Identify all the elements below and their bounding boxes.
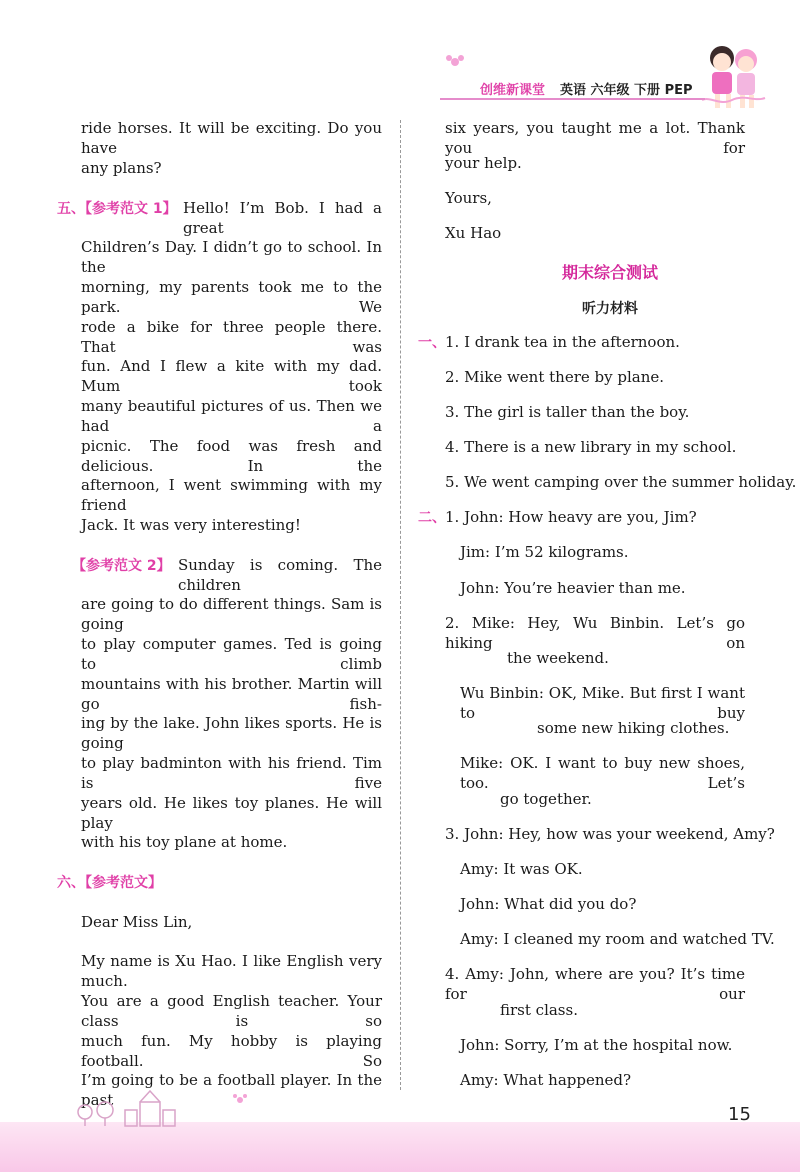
section-6-heading <box>57 872 162 893</box>
dialogue-line: John: What did you do? <box>460 895 637 913</box>
text-line: 3. The girl is taller than the boy. <box>445 403 690 421</box>
sample-tag: 【参考范文 2】 <box>72 558 171 574</box>
text-line: ride horses. It will be exciting. Do you have <box>81 119 382 157</box>
dialogue-line: some new hiking clothes. <box>537 719 730 737</box>
dialogue-line: Jim: I’m 52 kilograms. <box>460 543 629 561</box>
header-rule <box>440 98 705 100</box>
text-line: with his toy plane at home. <box>81 833 288 851</box>
text-line: You are a good English teacher. Your class is so <box>81 992 382 1030</box>
dialogue-line: Amy: I cleaned my room and watched TV. <box>460 930 775 948</box>
sample-tag: 【参考范文】 <box>85 875 162 891</box>
text-line: your help. <box>445 154 522 172</box>
section-marker: 二、 <box>418 510 446 526</box>
sample-tag: 【参考范文 1】 <box>85 201 177 217</box>
text-line: Sunday is coming. The children <box>178 556 382 594</box>
text-line: many beautiful pictures of us. Then we had a <box>81 397 382 435</box>
text-line: 5. We went camping over the summer holiday. <box>445 473 797 491</box>
section-marker: 一、 <box>418 335 446 351</box>
header-brand: 创维新课堂 <box>480 83 546 98</box>
text-line: mountains with his brother. Martin will go fish- <box>81 675 382 713</box>
section-5-sample-2 <box>72 555 382 594</box>
section-title: 期末综合测试 <box>561 263 658 282</box>
section-subtitle: 听力材料 <box>582 301 638 317</box>
flower-icon <box>446 55 464 66</box>
page-number: 15 <box>728 1104 751 1125</box>
dialogue-line: Wu Binbin: OK, Mike. But first I want to buy <box>460 684 745 722</box>
text-line: 4. There is a new library in my school. <box>445 438 737 456</box>
letter-closing: Yours, <box>445 189 492 207</box>
text-line: years old. He likes toy planes. He will play <box>81 794 382 832</box>
flower-icon <box>233 1094 247 1103</box>
dialogue-line: 2. Mike: Hey, Wu Binbin. Let’s go hiking on <box>445 614 745 652</box>
text-line: Jack. It was very interesting! <box>81 516 301 534</box>
dialogue-line: Mike: OK. I want to buy new shoes, too. Let’s <box>460 754 745 792</box>
dialogue-line: 4. Amy: John, where are you? It’s time for our <box>445 965 745 1003</box>
dialogue-line: Amy: It was OK. <box>460 860 583 878</box>
text-line: rode a bike for three people there. That was <box>81 318 382 356</box>
dialogue-line: 1. John: How heavy are you, Jim? <box>445 508 697 526</box>
dialogue-line: the weekend. <box>507 649 609 667</box>
text-line: Children’s Day. I didn’t go to school. In the <box>81 238 382 276</box>
text-line: Hello! I’m Bob. I had a great <box>183 199 382 237</box>
footer-decoration <box>70 1088 270 1128</box>
text-line: ing by the lake. John likes sports. He is going <box>81 714 382 752</box>
letter-greeting: Dear Miss Lin, <box>81 913 193 931</box>
section-marker: 六、 <box>57 875 85 891</box>
dialogue-line: first class. <box>500 1001 578 1019</box>
header-book-info: 英语 六年级 下册 PEP <box>560 83 693 98</box>
text-line: 1. I drank tea in the afternoon. <box>445 333 680 351</box>
text-line: afternoon, I went swimming with my friend <box>81 476 382 514</box>
dialogue-line: Amy: What happened? <box>460 1071 632 1089</box>
dialogue-line: John: You’re heavier than me. <box>460 579 686 597</box>
text-line: fun. And I flew a kite with my dad. Mum took <box>81 357 382 395</box>
section-5-sample-1 <box>57 198 382 237</box>
text-line: 2. Mike went there by plane. <box>445 368 665 386</box>
tree-icon <box>78 1102 113 1126</box>
text-line: to play badminton with his friend. Tim is five <box>81 754 382 792</box>
text-line: much fun. My hobby is playing football. So <box>81 1032 382 1070</box>
castle-icon <box>125 1091 175 1126</box>
dialogue-line: go together. <box>500 790 592 808</box>
text-line: picnic. The food was fresh and delicious. In the <box>81 437 382 475</box>
dialogue-line: 3. John: Hey, how was your weekend, Amy? <box>445 825 775 843</box>
letter-signature: Xu Hao <box>445 224 502 242</box>
text-line: are going to do different things. Sam is going <box>81 595 382 633</box>
text-line: any plans? <box>81 159 162 177</box>
text-line: six years, you taught me a lot. Thank you for <box>445 119 745 157</box>
text-line: morning, my parents took me to the park. We <box>81 278 382 316</box>
text-line: to play computer games. Ted is going to climb <box>81 635 382 673</box>
text-line: I’m going to be a football player. In the past <box>81 1071 382 1109</box>
dialogue-line: John: Sorry, I’m at the hospital now. <box>460 1036 733 1054</box>
footer-band <box>0 1122 800 1172</box>
section-marker: 五、 <box>57 201 85 217</box>
column-divider <box>400 120 401 1090</box>
text-line: My name is Xu Hao. I like English very much. <box>81 952 382 990</box>
